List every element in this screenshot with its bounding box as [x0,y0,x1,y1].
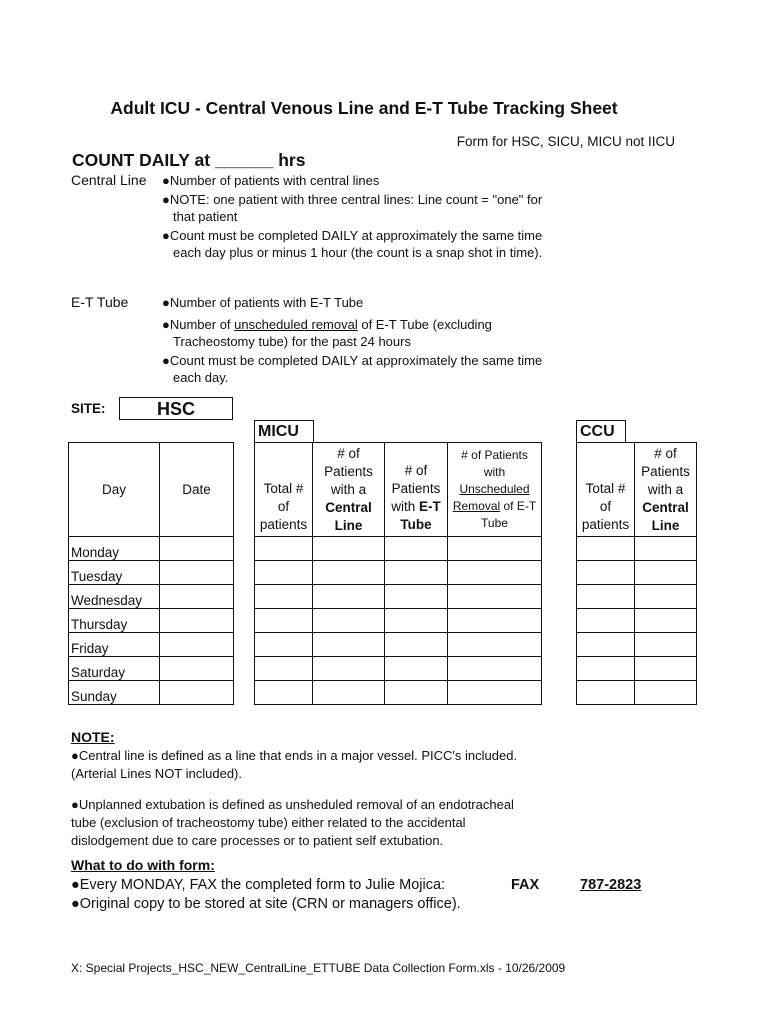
date-cell[interactable] [160,681,234,705]
micu-label: MICU [254,420,314,442]
day-monday: Monday [69,537,160,561]
micu-cell[interactable] [255,657,313,681]
micu-unscheduled-header [448,443,542,537]
micu-cell[interactable] [313,585,385,609]
day-date-table [68,442,234,705]
day-sunday: Sunday [69,681,160,705]
date-header: Date [160,443,234,537]
ccu-cell[interactable] [635,633,697,657]
header-line: Central [325,499,372,515]
micu-cell[interactable] [255,537,313,561]
header-line: Patients [641,463,690,479]
micu-cell[interactable] [313,681,385,705]
micu-cell[interactable] [448,633,542,657]
header-line: Total # [263,481,304,496]
micu-cell[interactable] [385,585,448,609]
header-underlined: Removal [452,499,501,513]
todo-title: What to do with form: [71,857,215,873]
micu-cell[interactable] [448,609,542,633]
ccu-cell[interactable] [635,585,697,609]
header-line: Central [642,499,689,515]
micu-cell[interactable] [255,609,313,633]
ccu-cell[interactable] [577,609,635,633]
header-line: Line [334,517,363,533]
date-cell[interactable] [160,537,234,561]
header-line: # of [337,445,360,461]
ccu-table [576,442,697,705]
site-field[interactable]: HSC [119,397,233,420]
micu-table [254,442,542,705]
note-extubation: ●Unplanned extubation is defined as unsheduled removal of an endotracheal tube (exclusion of tracheostomy tube) either related to the accidental dislodgement due to care processes or to patient self extubation. [71,797,514,848]
day-friday: Friday [69,633,160,657]
central-line-bullet-1: ●Number of patients with central lines [162,173,380,188]
ccu-cell[interactable] [635,561,697,585]
header-line: of [599,499,612,514]
date-cell[interactable] [160,561,234,585]
ccu-cell[interactable] [577,537,635,561]
central-line-label: Central Line [71,172,147,188]
micu-cell[interactable] [448,537,542,561]
micu-cell[interactable] [313,609,385,633]
ccu-cell[interactable] [577,681,635,705]
ccu-total-header [577,443,635,537]
header-line: # of [654,445,677,461]
micu-cell[interactable] [313,561,385,585]
micu-cell[interactable] [385,633,448,657]
header-line: Line [651,517,680,533]
et-tube-bullet-1: ●Number of patients with E-T Tube [162,295,364,310]
micu-cell[interactable] [255,633,313,657]
et-tube-bullet-2-post: of E-T Tube (excluding Tracheostomy tube) for the past 24 hours [173,317,492,349]
et-tube-bullet-2-pre: ●Number of [162,317,235,332]
fax-label: FAX [511,877,540,893]
central-line-bullet-3: ●Count must be completed DAILY at approximately the same time each day plus or minus 1 hour (the count is a snap shot in time). [162,228,543,260]
header-line: Tube [481,516,508,530]
ccu-label: CCU [576,420,626,442]
day-saturday: Saturday [69,657,160,681]
micu-cell[interactable] [255,585,313,609]
header-line [448,498,541,515]
central-line-instructions [162,172,547,263]
micu-cell[interactable] [385,561,448,585]
header-line: with a [647,481,684,497]
ccu-central-header [635,443,697,537]
date-cell[interactable] [160,633,234,657]
header-line: # of Patients [461,448,528,462]
date-cell[interactable] [160,609,234,633]
day-wednesday: Wednesday [69,585,160,609]
header-line: patients [259,517,308,532]
micu-cell[interactable] [313,633,385,657]
micu-et-header [385,443,448,537]
ccu-cell[interactable] [577,633,635,657]
note-central-line: ●Central line is defined as a line that ends in a major vessel. PICC's included. (Arterial Lines NOT included). [71,748,518,781]
site-label: SITE: [71,401,106,416]
header-line: Patients [391,481,441,496]
footer-file-path: X: Special Projects_HSC_NEW_CentralLine_ETTUBE Data Collection Form.xls - 10/26/2009 [71,961,566,975]
micu-cell[interactable] [448,561,542,585]
ccu-cell[interactable] [577,657,635,681]
central-line-bullet-2: ●NOTE: one patient with three central lines: Line count = "one" for that patient [162,192,543,224]
ccu-cell[interactable] [635,681,697,705]
micu-total-header [255,443,313,537]
et-tube-instructions [162,294,547,388]
date-cell[interactable] [160,585,234,609]
et-tube-bullet-2 [162,316,547,350]
note-title: NOTE: [71,729,115,745]
header-line: of [277,499,290,514]
page-title: Adult ICU - Central Venous Line and E-T Tube Tracking Sheet [110,98,618,118]
date-cell[interactable] [160,657,234,681]
micu-cell[interactable] [448,585,542,609]
header-line: with a [330,481,367,497]
header-line: with [483,465,506,479]
header-line: # of [404,463,428,478]
micu-cell[interactable] [313,657,385,681]
header-line: patients [581,517,630,532]
header-line: Total # [585,481,626,496]
unscheduled-removal-text: unscheduled removal [234,317,358,332]
micu-cell[interactable] [385,681,448,705]
count-daily-heading: COUNT DAILY at ______ hrs [72,150,306,170]
ccu-cell[interactable] [635,537,697,561]
day-tuesday: Tuesday [69,561,160,585]
todo-storage-instruction: ●Original copy to be stored at site (CRN or managers office). [71,896,461,912]
header-line: Tube [400,517,432,532]
micu-cell[interactable] [385,537,448,561]
header-text: of E-T [500,499,537,513]
micu-cell[interactable] [385,609,448,633]
micu-cell[interactable] [255,561,313,585]
micu-cell[interactable] [385,657,448,681]
micu-cell[interactable] [255,681,313,705]
ccu-cell[interactable] [635,657,697,681]
day-thursday: Thursday [69,609,160,633]
todo-fax-instruction: ●Every MONDAY, FAX the completed form to Julie Mojica: [71,877,446,893]
micu-central-header [313,443,385,537]
form-scope-note: Form for HSC, SICU, MICU not IICU [456,134,675,149]
header-line: with E-T [391,499,441,514]
et-tube-bullet-3: ●Count must be completed DAILY at approximately the same time each day. [162,353,543,385]
ccu-cell[interactable] [635,609,697,633]
fax-number: 787-2823 [580,877,642,893]
header-line: Unscheduled [459,482,530,496]
ccu-cell[interactable] [577,585,635,609]
micu-cell[interactable] [448,657,542,681]
micu-cell[interactable] [313,537,385,561]
header-line: Patients [324,463,373,479]
day-header: Day [69,443,160,537]
micu-cell[interactable] [448,681,542,705]
ccu-cell[interactable] [577,561,635,585]
et-tube-label: E-T Tube [71,294,129,310]
